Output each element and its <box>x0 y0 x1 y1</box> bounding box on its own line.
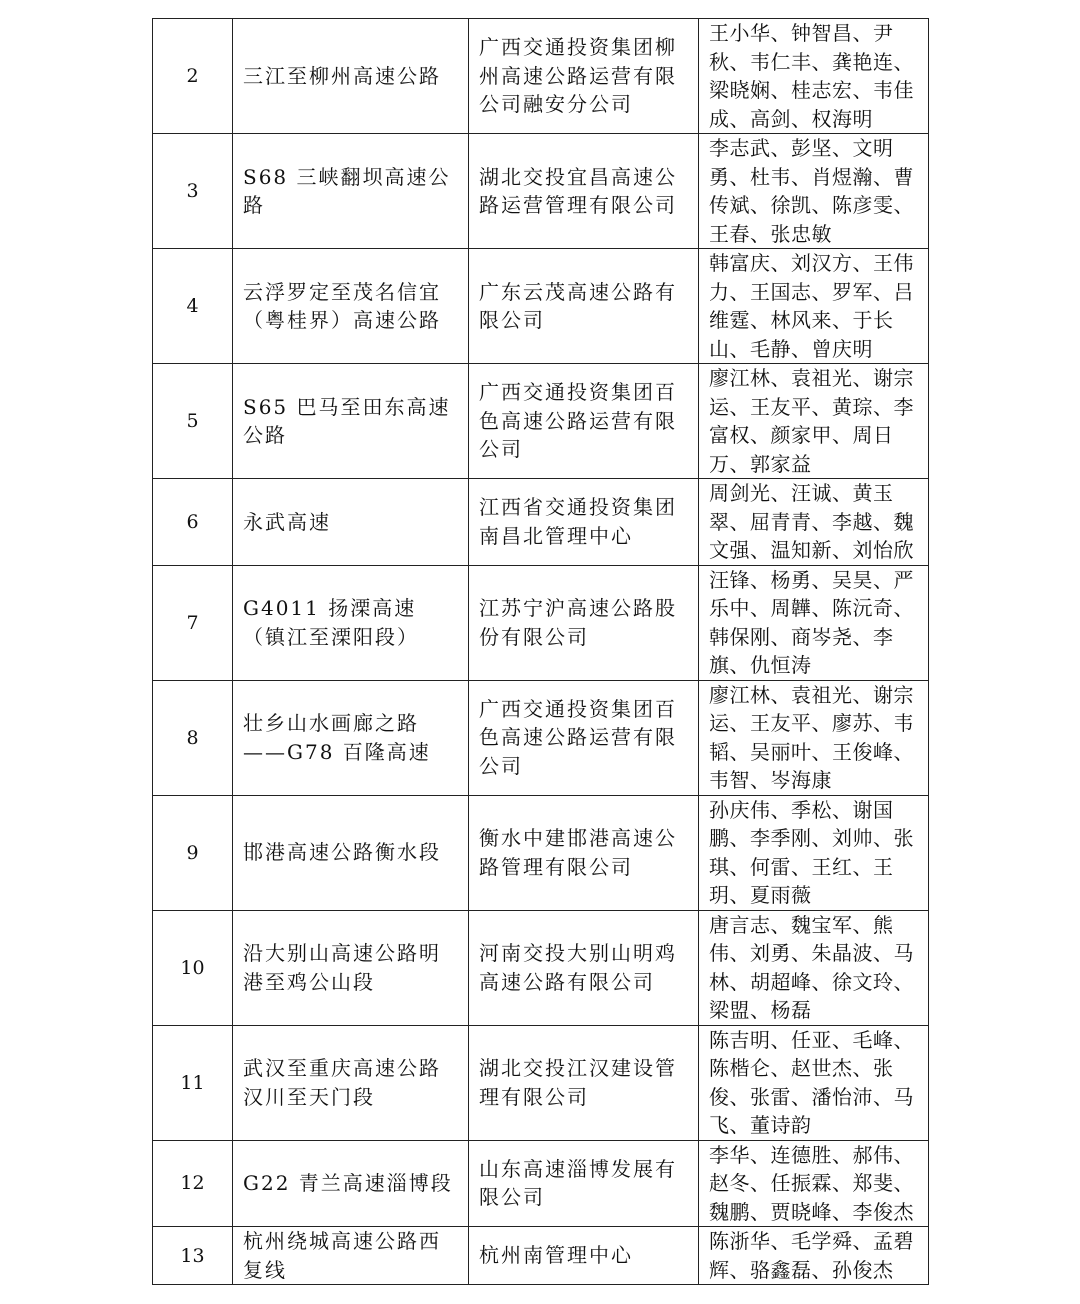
row-number: 12 <box>153 1140 233 1227</box>
row-number: 4 <box>153 249 233 364</box>
row-number: 11 <box>153 1025 233 1140</box>
staff-names: 韩富庆、刘汉方、王伟力、王国志、罗军、吕维霆、林风来、于长山、毛静、曾庆明 <box>699 249 929 364</box>
table-row <box>153 910 929 1025</box>
table-row <box>153 565 929 680</box>
road-name: 杭州绕城高速公路西复线 <box>233 1227 469 1285</box>
operator-name: 衡水中建邯港高速公路管理有限公司 <box>469 795 699 910</box>
operator-name: 广东云茂高速公路有限公司 <box>469 249 699 364</box>
row-number: 6 <box>153 479 233 566</box>
table-row <box>153 795 929 910</box>
operator-name: 广西交通投资集团柳州高速公路运营有限公司融安分公司 <box>469 19 699 134</box>
road-name: 武汉至重庆高速公路汉川至天门段 <box>233 1025 469 1140</box>
road-name: 沿大别山高速公路明港至鸡公山段 <box>233 910 469 1025</box>
road-name: 三江至柳州高速公路 <box>233 19 469 134</box>
table-row <box>153 364 929 479</box>
staff-names: 廖江林、袁祖光、谢宗运、王友平、黄琮、李富权、颜家甲、周日万、郭家益 <box>699 364 929 479</box>
table-row <box>153 1025 929 1140</box>
table-row <box>153 1140 929 1227</box>
row-number: 9 <box>153 795 233 910</box>
row-number: 7 <box>153 565 233 680</box>
row-number: 2 <box>153 19 233 134</box>
table-row <box>153 134 929 249</box>
road-name: G4011 扬溧高速（镇江至溧阳段） <box>233 565 469 680</box>
operator-name: 江西省交通投资集团南昌北管理中心 <box>469 479 699 566</box>
row-number: 13 <box>153 1227 233 1285</box>
table-row <box>153 249 929 364</box>
road-name: 云浮罗定至茂名信宜（粤桂界）高速公路 <box>233 249 469 364</box>
road-name: 永武高速 <box>233 479 469 566</box>
table-row <box>153 680 929 795</box>
road-name: G22 青兰高速淄博段 <box>233 1140 469 1227</box>
row-number: 5 <box>153 364 233 479</box>
road-name: 邯港高速公路衡水段 <box>233 795 469 910</box>
operator-name: 杭州南管理中心 <box>469 1227 699 1285</box>
table-row <box>153 1227 929 1285</box>
row-number: 8 <box>153 680 233 795</box>
operator-name: 广西交通投资集团百色高速公路运营有限公司 <box>469 680 699 795</box>
row-number: 10 <box>153 910 233 1025</box>
staff-names: 陈浙华、毛学舜、孟碧辉、骆鑫磊、孙俊杰 <box>699 1227 929 1285</box>
staff-names: 孙庆伟、季松、谢国鹏、李季刚、刘帅、张琪、何雷、王红、王玥、夏雨薇 <box>699 795 929 910</box>
staff-names: 汪锋、杨勇、吴昊、严乐中、周韡、陈沅奇、韩保刚、商岑尧、李旗、仇恒涛 <box>699 565 929 680</box>
operator-name: 山东高速淄博发展有限公司 <box>469 1140 699 1227</box>
staff-names: 陈吉明、任亚、毛峰、陈楷仑、赵世杰、张俊、张雷、潘怡沛、马飞、董诗韵 <box>699 1025 929 1140</box>
road-name: S68 三峡翻坝高速公路 <box>233 134 469 249</box>
operator-name: 湖北交投江汉建设管理有限公司 <box>469 1025 699 1140</box>
operator-name: 河南交投大别山明鸡高速公路有限公司 <box>469 910 699 1025</box>
staff-names: 唐言志、魏宝军、熊伟、刘勇、朱晶波、马林、胡超峰、徐文玲、梁盟、杨磊 <box>699 910 929 1025</box>
staff-names: 周剑光、汪诚、黄玉翠、屈青青、李越、魏文强、温知新、刘怡欣 <box>699 479 929 566</box>
award-table <box>152 18 929 1285</box>
operator-name: 江苏宁沪高速公路股份有限公司 <box>469 565 699 680</box>
staff-names: 李志武、彭坚、文明勇、杜韦、肖煜瀚、曹传斌、徐凯、陈彦雯、王春、张忠敏 <box>699 134 929 249</box>
road-name: 壮乡山水画廊之路——G78 百隆高速 <box>233 680 469 795</box>
operator-name: 湖北交投宜昌高速公路运营管理有限公司 <box>469 134 699 249</box>
road-name: S65 巴马至田东高速公路 <box>233 364 469 479</box>
row-number: 3 <box>153 134 233 249</box>
staff-names: 李华、连德胜、郝伟、赵冬、任振霖、郑斐、魏鹏、贾晓峰、李俊杰 <box>699 1140 929 1227</box>
table-row <box>153 19 929 134</box>
staff-names: 廖江林、袁祖光、谢宗运、王友平、廖苏、韦韬、吴丽叶、王俊峰、韦智、岑海康 <box>699 680 929 795</box>
operator-name: 广西交通投资集团百色高速公路运营有限公司 <box>469 364 699 479</box>
staff-names: 王小华、钟智昌、尹秋、韦仁丰、龚艳连、梁晓娴、桂志宏、韦佳成、高剑、权海明 <box>699 19 929 134</box>
table-row <box>153 479 929 566</box>
